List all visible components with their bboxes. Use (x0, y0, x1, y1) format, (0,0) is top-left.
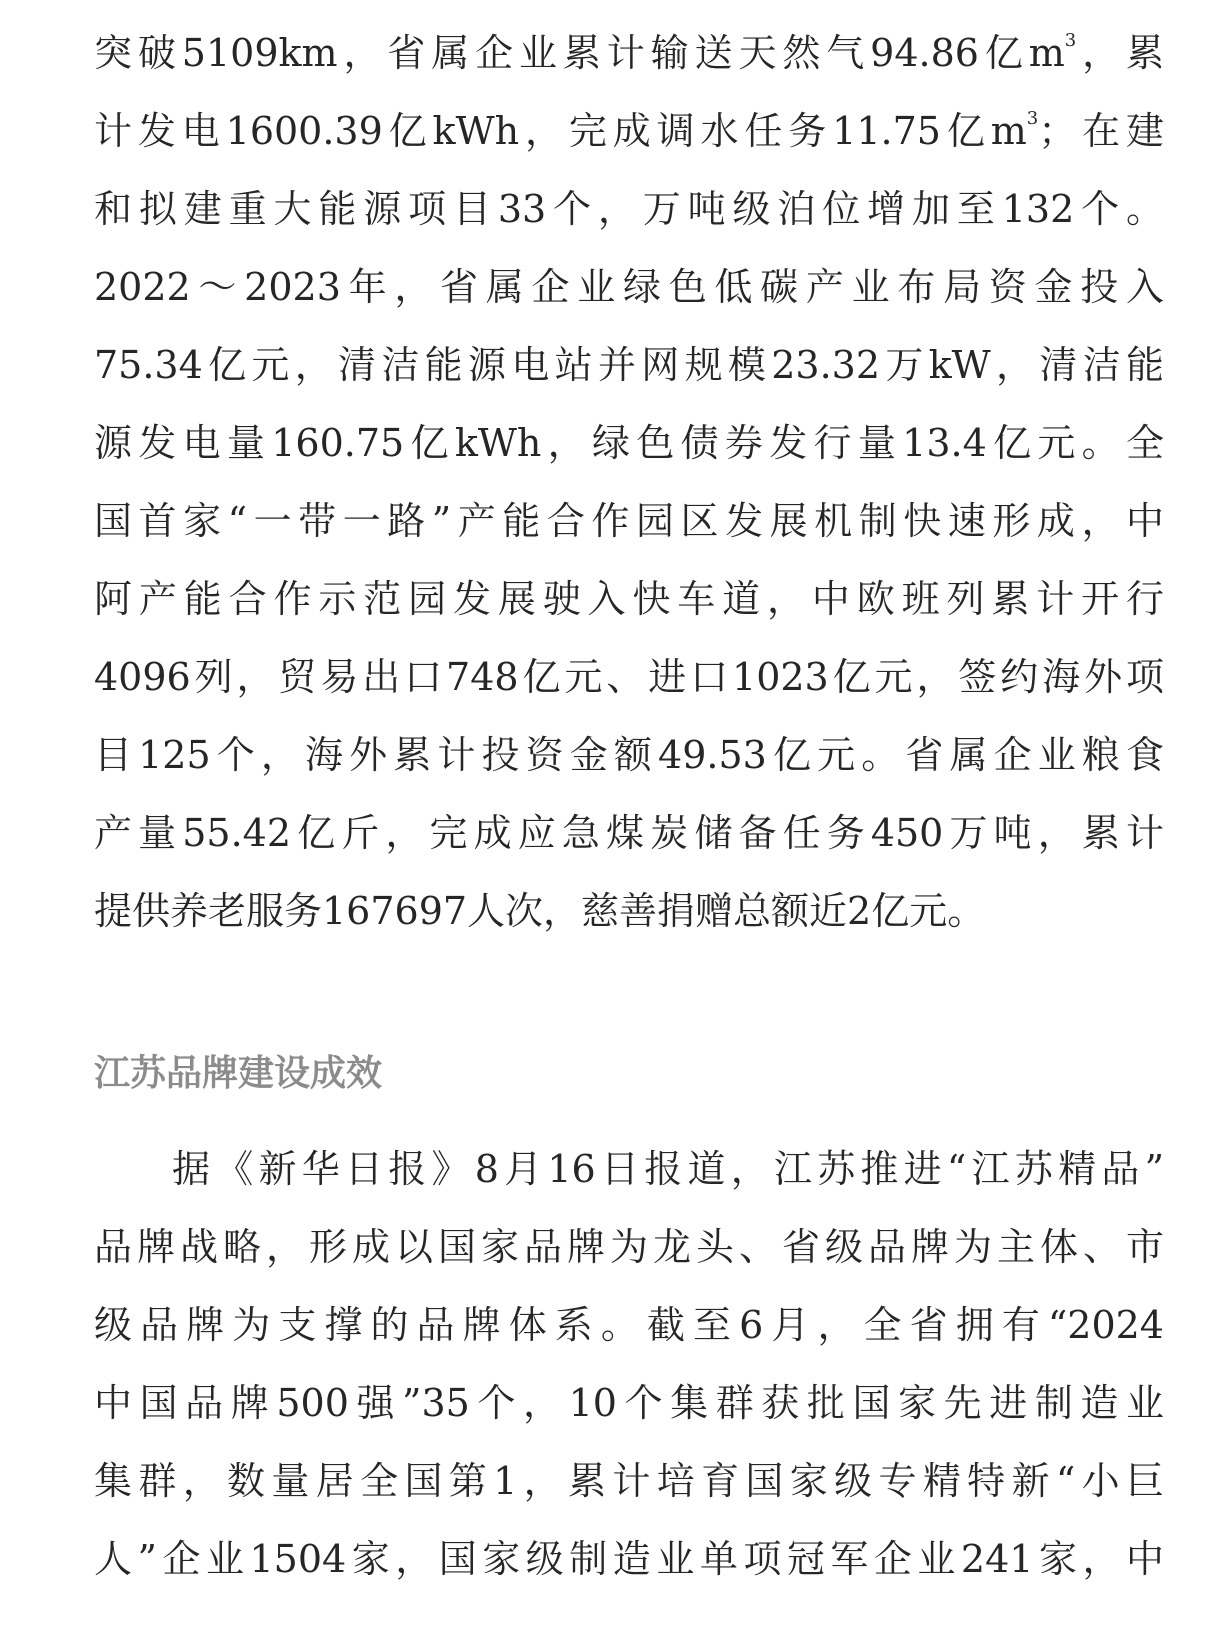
text-line: 级品牌为支撑的品牌体系。截至6月，全省拥有“2024 (94, 1303, 1164, 1347)
text-line: 人”企业1504家，国家级制造业单项冠军企业241家，中 (94, 1537, 1164, 1581)
text-line: 计发电1600.39亿kWh，完成调水任务11.75亿$m^3$；在建 (94, 108, 1164, 153)
text-line: 突破5109km，省属企业累计输送天然气94.86亿$m^3$，累 (94, 30, 1164, 75)
text-line: 2022～2023年，省属企业绿色低碳产业布局资金投入 (94, 265, 1164, 309)
text-line: 目125个，海外累计投资金额49.53亿元。省属企业粮食 (94, 733, 1164, 777)
text-line: 中国品牌500强”35个，10个集群获批国家先进制造业 (94, 1381, 1164, 1425)
text-line: 品牌战略，形成以国家品牌为龙头、省级品牌为主体、市 (94, 1225, 1164, 1269)
text-line: 产量55.42亿斤，完成应急煤炭储备任务450万吨，累计 (94, 811, 1164, 855)
text-line: 国首家“一带一路”产能合作园区发展机制快速形成，中 (94, 499, 1164, 543)
text-line: 据《新华日报》8月16日报道，江苏推进“江苏精品” (172, 1147, 1164, 1191)
text-line: 源发电量160.75亿kWh，绿色债券发行量13.4亿元。全 (94, 421, 1164, 465)
text-line: 75.34亿元，清洁能源电站并网规模23.32万kW，清洁能 (94, 343, 1164, 387)
text-line: 和拟建重大能源项目33个，万吨级泊位增加至132个。 (94, 187, 1164, 231)
text-line: 4096列，贸易出口748亿元、进口1023亿元，签约海外项 (94, 655, 1164, 699)
text-line: 提供养老服务167697人次，慈善捐赠总额近2亿元。 (94, 889, 986, 933)
text-line: 集群，数量居全国第1，累计培育国家级专精特新“小巨 (94, 1459, 1164, 1503)
text-line: 阿产能合作示范园发展驶入快车道，中欧班列累计开行 (94, 577, 1164, 621)
section-heading: 江苏品牌建设成效 (94, 1053, 383, 1094)
